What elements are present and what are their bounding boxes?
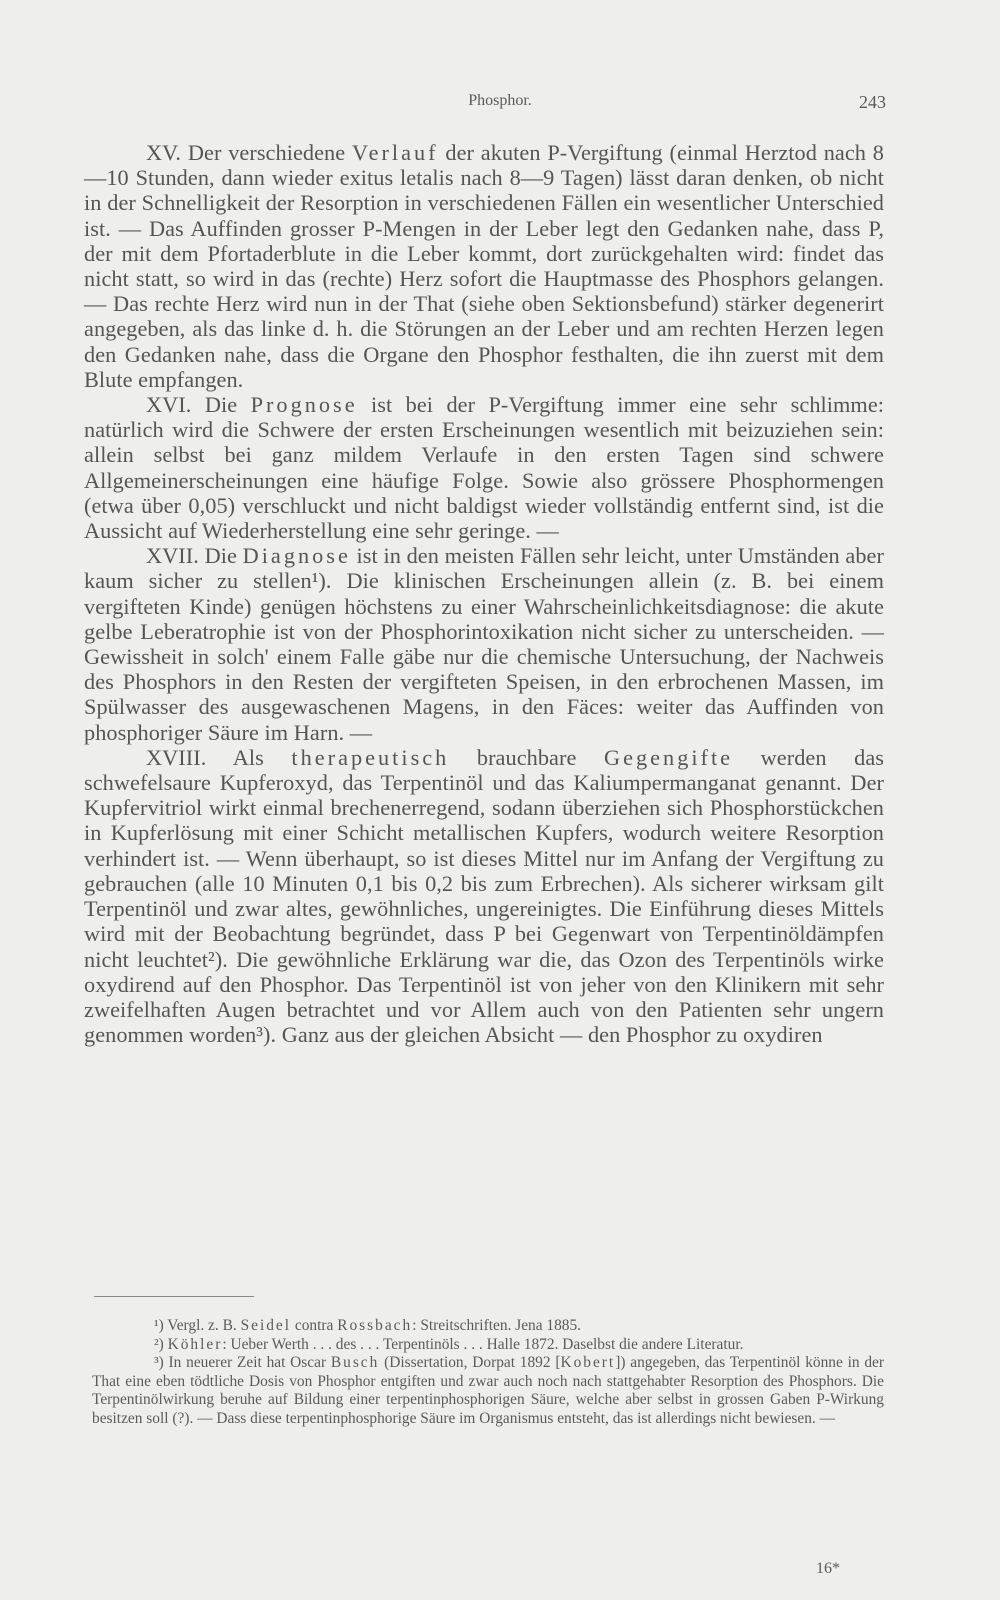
text-run: werden das schwefelsaure Kupferoxyd, das Terpentinöl und das Kaliumpermanganat genannt. Der Kupfervitriol wirkt einmal brechenerregend, sodann überziehen sich Phosphorstückchen in Kupferlösung mit einer Schicht metallischen Kupfers, wodurch weitere Resorption verhindert ist. — Wenn überhaupt, so ist dieses Mittel nur im Anfang der Vergiftung zu gebrauchen (alle 10 Minuten 0,1 bis 0,2 bis zum Erbrechen). Als sicherer wirksam gilt Terpentinöl und zwar altes, gewöhnliches, ungereinigtes. Die Einführung dieses Mittels wird mit der Beobachtung begründet, dass P bei Gegenwart von Terpentinöldämpfen nicht leuchtet²). Die gewöhnliche Erklärung war die, das Ozon des Terpentinöls wirke oxydirend auf den Phosphor. Das Terpentinöl ist von jeher von den Klinikern mit sehr zweifelhaften Augen betrachtet und vor Allem auch von den Patienten sehr ungern genommen worden³). Ganz aus der gleichen Absicht — den Phosphor zu oxydiren — [84, 744, 885, 1048]
text-run: contra — [291, 1317, 338, 1334]
footnote-rule — [94, 1296, 254, 1297]
text-run: ist in den meisten Fällen sehr leicht, unter Umständen aber kaum sicher zu stellen¹). Die klinischen Erscheinungen allein (z. B. bei einem vergifteten Kinde) genügen höchstens zu einer Wahrscheinlichkeitsdiagnose: die akute gelbe Leberatrophie ist von der Phosphorintoxikation nicht sicher zu unterscheiden. — Gewissheit in solch' einem Falle gäbe nur die chemische Untersuchung, der Nachweis des Phosphors in den Resten der vergifteten Speisen, in den erbrochenen Massen, im Spülwasser des ausgewaschenen Magens, in den Fäces: weiter das Auffinden von phosphoriger Säure im Harn. — — [84, 543, 884, 745]
text-run: XV. Der verschiedene — [146, 140, 352, 165]
spaced-term: Rossbach — [337, 1317, 413, 1334]
spaced-term: Gegengifte — [604, 744, 734, 770]
paragraph — [84, 140, 884, 392]
spaced-term: Seidel — [240, 1317, 292, 1334]
text-run: XVII. Die — [146, 543, 243, 569]
text-run: ³) In neuerer Zeit hat Oscar — [154, 1354, 331, 1371]
spaced-term: therapeutisch — [291, 744, 450, 770]
running-head — [0, 92, 1000, 116]
spaced-term: Köhler — [167, 1335, 223, 1353]
footnotes — [92, 1296, 884, 1428]
running-head-title: Phosphor. — [468, 92, 532, 109]
text-run: brauchbare — [449, 744, 604, 770]
spaced-term: Kobert — [560, 1354, 616, 1371]
page-number: 243 — [859, 92, 886, 112]
text-run: : Ueber Werth . . . des . . . Terpentinöls . . . Halle 1872. Daselbst die andere Literatur. — [222, 1335, 744, 1353]
footnote — [92, 1317, 884, 1336]
paragraph — [84, 392, 884, 543]
text-run: ²) — [154, 1335, 168, 1353]
paragraph — [84, 543, 884, 745]
text-run: XVIII. Als — [146, 744, 292, 770]
paragraph — [84, 745, 884, 1047]
text-run: XVI. Die — [146, 392, 251, 418]
text-run: ¹) Vergl. z. B. — [154, 1317, 241, 1334]
footnote-list — [92, 1317, 884, 1428]
footnote — [92, 1336, 884, 1355]
text-run: : Streitschriften. Jena 1885. — [412, 1317, 582, 1334]
spaced-term: Verlauf — [351, 140, 439, 165]
spaced-term: Busch — [330, 1354, 380, 1371]
body-text — [84, 140, 884, 1047]
signature-mark: 16* — [816, 1560, 840, 1577]
spaced-term: Prognose — [250, 392, 358, 418]
text-run: ]) angegeben, das Terpentinöl könne in der That eine eben tödtliche Dosis von Phosphor entgiften und zwar auch noch nach stattgehabter Resorption des Phosphors. Die Terpentinölwirkung beruhe auf Bildung einer terpentinphosphorigen Säure, welche aber selbst in grossen Gaben P-Wirkung besitzen soll (?). — Dass diese terpentinphosphorige Säure im Organismus entsteht, das ist allerdings nicht bewiesen. — — [92, 1354, 884, 1427]
text-run: ist bei der P-Vergiftung immer eine sehr schlimme: natürlich wird die Schwere der ersten Erscheinungen wesentlich mit beizuziehen sein: allein selbst bei ganz mildem Verlaufe in den ersten Tagen sind schwere Allgemeinerscheinungen eine häufige Folge. Sowie also grössere Phosphormengen (etwa über 0,05) verschluckt und nicht baldigst wieder vollständig entfernt sind, ist die Aussicht auf Wiederherstellung eine sehr geringe. — — [84, 392, 885, 544]
text-run: der akuten P-Vergiftung (einmal Herztod nach 8—10 Stunden, dann wieder exitus letalis nach 8—9 Tagen) lässt daran denken, ob nicht in der Schnelligkeit der Resorption in verschiedenen Fällen ein wesentlicher Unterschied ist. — Das Auffinden grosser P-Mengen in der Leber legt den Gedanken nahe, dass P, der mit dem Pfortaderblute in die Leber kommt, dort zurückgehalten wird: findet das nicht statt, so wird in das (rechte) Herz sofort die Hauptmasse des Phosphors gelangen. — Das rechte Herz wird nun in der That (siehe oben Sektionsbefund) stärker degenerirt angegeben, als das linke d. h. die Störungen an der Leber und am rechten Herzen legen den Gedanken nahe, dass die Organe den Phosphor festhalten, die ihn zuerst mit dem Blute empfangen. — [84, 140, 884, 392]
spaced-term: Diagnose — [242, 543, 351, 569]
text-run: (Dissertation, Dorpat 1892 [ — [379, 1354, 561, 1371]
footnote — [92, 1354, 884, 1428]
